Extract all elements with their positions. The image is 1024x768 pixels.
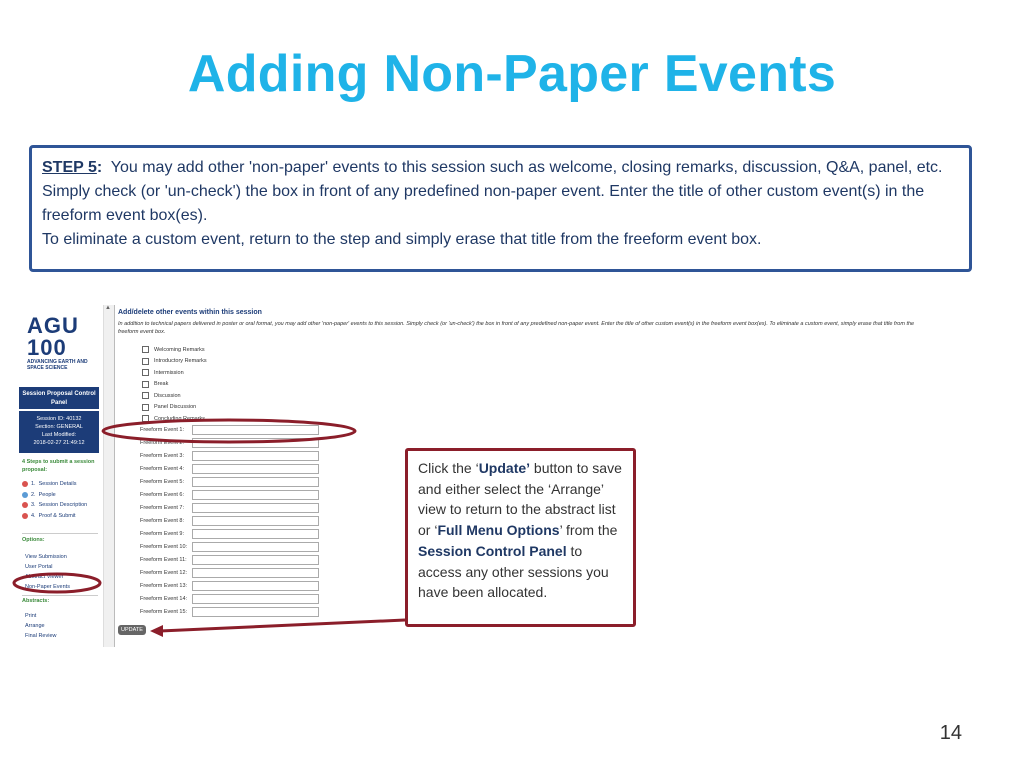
- step-line-3: To eliminate a custom event, return to the step and simply erase that title from the freeform event box.: [42, 231, 762, 248]
- step-number: 3.: [31, 502, 36, 508]
- freeform-label: Freeform Event 1:: [140, 426, 185, 433]
- checkbox-label: Introductory Remarks: [154, 358, 207, 365]
- checkbox-list: [142, 344, 207, 425]
- step-status-icon: [22, 481, 28, 487]
- freeform-label: Freeform Event 15:: [140, 608, 188, 615]
- freeform-input[interactable]: [192, 477, 319, 487]
- checkbox-label: Panel Discussion: [154, 404, 197, 411]
- agu-logo: [27, 315, 89, 371]
- freeform-label: Freeform Event 13:: [140, 582, 188, 589]
- freeform-label: Freeform Event 6:: [140, 491, 185, 498]
- step-label: People: [38, 491, 56, 498]
- annotation-callout: [405, 448, 636, 627]
- freeform-row: [140, 488, 319, 501]
- callout-bold: Update’: [478, 460, 531, 476]
- freeform-row: [140, 475, 319, 488]
- callout-bold: Session Control Panel: [418, 542, 567, 559]
- freeform-label: Freeform Event 4:: [140, 465, 185, 472]
- checkbox-label: Intermission: [154, 369, 184, 376]
- sidebar-option-link[interactable]: Abstract Viewer: [25, 574, 64, 580]
- checkbox-row[interactable]: [142, 356, 207, 368]
- freeform-label: Freeform Event 9:: [140, 530, 185, 537]
- divider: [22, 533, 98, 534]
- freeform-label: Freeform Event 3:: [140, 452, 185, 459]
- sidebar-step[interactable]: [22, 479, 102, 490]
- freeform-row: [140, 592, 319, 605]
- callout-part: ’ from the: [559, 522, 618, 539]
- freeform-row: [140, 527, 319, 540]
- freeform-input[interactable]: [192, 555, 319, 565]
- step-line-1: STEP 5: You may add other 'non-paper' events to this session such as welcome, closing remarks, discussion, Q&A, panel, etc.: [42, 159, 943, 176]
- checkbox-row[interactable]: [142, 390, 207, 402]
- freeform-row: [140, 423, 319, 436]
- scroll-up-icon[interactable]: ▲: [105, 305, 111, 311]
- freeform-row: [140, 462, 319, 475]
- logo-text-100: 100: [27, 335, 67, 360]
- freeform-input[interactable]: [192, 568, 319, 578]
- freeform-row: [140, 540, 319, 553]
- freeform-input[interactable]: [192, 464, 319, 474]
- checkbox-row[interactable]: [142, 367, 207, 379]
- callout-bold: Full Menu Options: [437, 522, 560, 539]
- step-status-icon: [22, 513, 28, 519]
- abstracts-heading: Abstracts:: [22, 598, 50, 604]
- freeform-input[interactable]: [192, 503, 319, 513]
- freeform-input[interactable]: [192, 425, 319, 435]
- callout-text: [418, 458, 624, 603]
- sidebar-step[interactable]: [22, 511, 102, 522]
- checkbox-row[interactable]: [142, 402, 207, 414]
- step-number: 4.: [31, 512, 36, 519]
- checkbox[interactable]: [142, 381, 149, 388]
- sidebar-step[interactable]: [22, 500, 102, 511]
- last-modified-value: 2018-02-27 21:49:12: [33, 440, 85, 446]
- session-section: Section: GENERAL: [35, 424, 83, 430]
- step-text-1: You may add other 'non-paper' events to this session such as welcome, closing remarks, discussion, Q&A, panel, etc.: [110, 159, 943, 176]
- steps-heading: 4 Steps to submit a session proposal:: [22, 459, 95, 473]
- freeform-input[interactable]: [192, 607, 319, 617]
- freeform-label: Freeform Event 5:: [140, 478, 185, 485]
- freeform-input[interactable]: [192, 529, 319, 539]
- sidebar-abstract-link[interactable]: Print: [25, 613, 37, 619]
- step-number: 1.: [31, 481, 36, 487]
- last-modified-label: Last Modified:: [41, 432, 77, 438]
- freeform-label: Freeform Event 12:: [140, 569, 188, 576]
- step-label: Proof & Submit: [38, 512, 76, 519]
- freeform-list: [140, 423, 319, 618]
- sidebar-abstract-link[interactable]: Arrange: [25, 623, 45, 629]
- freeform-input[interactable]: [192, 516, 319, 526]
- logo-text-agu: AGU: [27, 313, 79, 338]
- freeform-row: [140, 449, 319, 462]
- logo-tagline: ADVANCING EARTH AND SPACE SCIENCE: [27, 359, 88, 371]
- options-heading: Options:: [22, 537, 45, 543]
- checkbox-label: Break: [154, 381, 169, 388]
- update-button[interactable]: UPDATE: [118, 625, 146, 635]
- freeform-label: Freeform Event 14:: [140, 595, 188, 602]
- checkbox[interactable]: [142, 404, 149, 411]
- step-status-icon: [22, 502, 28, 508]
- sidebar-option-link[interactable]: User Portal: [25, 564, 53, 570]
- freeform-label: Freeform Event 7:: [140, 504, 185, 511]
- sidebar-abstract-link[interactable]: Final Review: [25, 633, 57, 639]
- checkbox-row[interactable]: [142, 344, 207, 356]
- step-line-2: Simply check (or 'un-check') the box in front of any predefined non-paper event. Enter the title of other custom event(s) in the freeform event box(es).: [42, 183, 925, 224]
- freeform-input[interactable]: [192, 438, 319, 448]
- sidebar: [17, 305, 103, 647]
- divider: [22, 595, 98, 596]
- callout-part: Click the ‘: [418, 460, 479, 476]
- step-number: 2.: [31, 491, 36, 498]
- checkbox[interactable]: [142, 358, 149, 365]
- sidebar-scrollbar[interactable]: [103, 305, 115, 647]
- freeform-row: [140, 436, 319, 449]
- session-id: Session ID: 40132: [36, 416, 82, 422]
- step-label: Session Details: [38, 481, 77, 487]
- freeform-label: Freeform Event 8:: [140, 517, 185, 524]
- callout-part: button to save and either select the ‘Arrange’ view to return to the abstract list or ‘: [418, 460, 622, 539]
- checkbox-label: Welcoming Remarks: [154, 346, 205, 353]
- freeform-row: [140, 566, 319, 579]
- checkbox-label: Discussion: [154, 392, 181, 399]
- freeform-input[interactable]: [192, 581, 319, 591]
- freeform-row: [140, 553, 319, 566]
- sidebar-option-link[interactable]: View Submission: [25, 554, 67, 560]
- step-label: Session Description: [38, 502, 88, 508]
- freeform-row: [140, 514, 319, 527]
- step-status-icon: [22, 492, 28, 498]
- sidebar-option-link[interactable]: Non-Paper Events: [25, 584, 70, 590]
- checkbox[interactable]: [142, 346, 149, 353]
- freeform-row: [140, 501, 319, 514]
- freeform-input[interactable]: [192, 451, 319, 461]
- checkbox[interactable]: [142, 415, 149, 422]
- freeform-row: [140, 605, 319, 618]
- checkbox[interactable]: [142, 392, 149, 399]
- step-label: STEP 5: [42, 159, 97, 176]
- main-heading: Add/delete other events within this session: [118, 309, 262, 316]
- freeform-row: [140, 579, 319, 592]
- checkbox-label: Concluding Remarks: [154, 415, 206, 422]
- freeform-label: Freeform Event 10:: [140, 543, 188, 550]
- page-number: 14: [939, 722, 962, 744]
- steps-list: [22, 479, 102, 521]
- freeform-label: Freeform Event 2:: [140, 439, 185, 446]
- sidebar-step[interactable]: [22, 490, 102, 501]
- freeform-input[interactable]: [192, 490, 319, 500]
- abstracts-list: [25, 611, 56, 641]
- step-instructions-box: [29, 145, 972, 272]
- callout-part: to access any other sessions you have been allocated.: [418, 542, 609, 601]
- control-panel-link[interactable]: Session Proposal Control Panel: [19, 387, 99, 409]
- checkbox[interactable]: [142, 369, 149, 376]
- main-intro: In addition to technical papers delivered in poster or oral format, you may add other 'non-paper' events to this session. Simply check (or 'un-check') the box in front of any predefined non-paper event. Enter the title of other custom event(s) in the freeform event box(es). To eliminate a custom event, simply erase that title from the freeform event box.: [118, 321, 915, 335]
- freeform-input[interactable]: [192, 542, 319, 552]
- options-list: [25, 552, 70, 592]
- checkbox-row[interactable]: [142, 379, 207, 391]
- session-info-box: [19, 411, 99, 453]
- slide-title: Adding Non-Paper Events: [187, 45, 837, 103]
- freeform-label: Freeform Event 11:: [140, 556, 187, 563]
- freeform-input[interactable]: [192, 594, 319, 604]
